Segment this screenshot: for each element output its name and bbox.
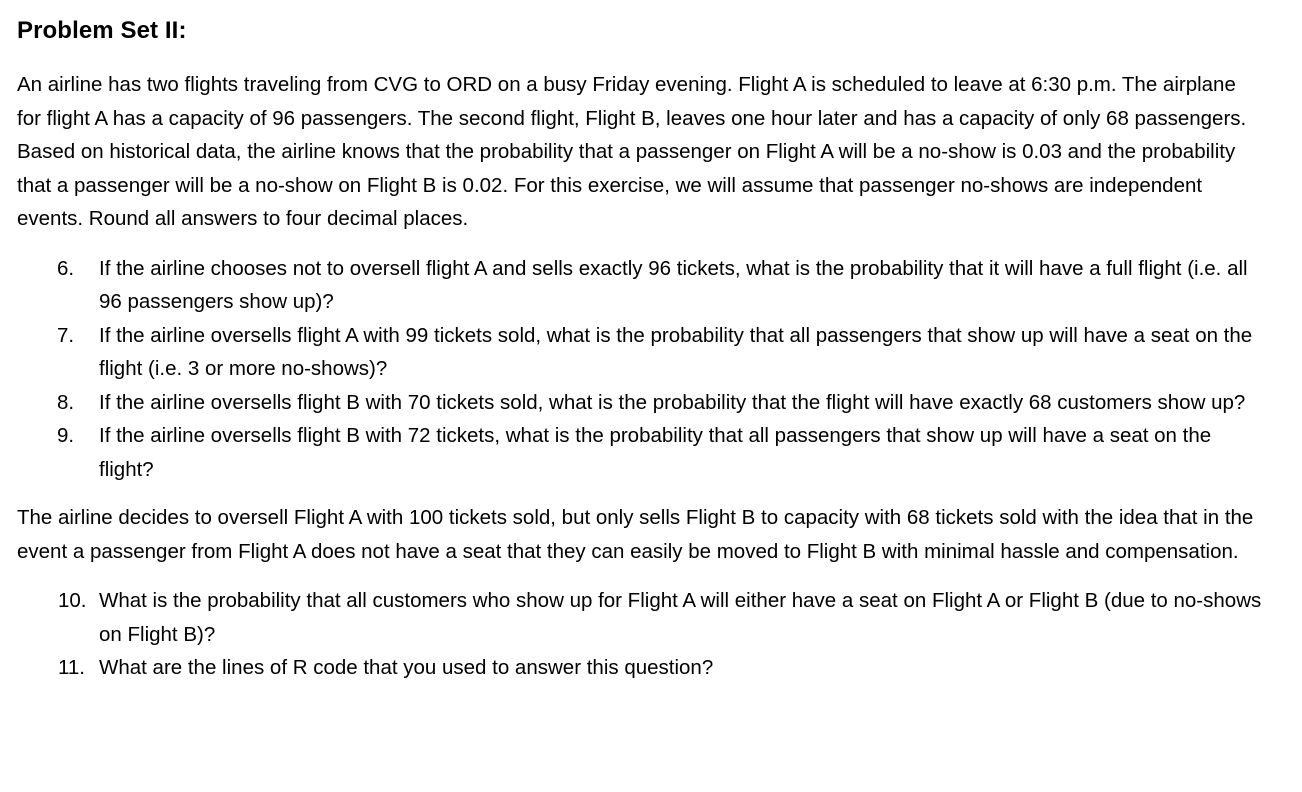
question-item — [17, 584, 1262, 651]
intro-paragraph: An airline has two flights traveling from CVG to ORD on a busy Friday evening. Flight A is scheduled to leave at 6:30 p.m. The airplane for flight A has a capacity of 96 passengers. The second flight, Flight B, leaves one hour later and has a capacity of only 68 passengers. Based on historical data, the airline knows that the probability that a passenger on Flight A will be a no-show is 0.03 and the probability that a passenger will be a no-show on Flight B is 0.02. For this exercise, we will assume that passenger no-shows are independent events. Round all answers to four decimal places. — [17, 73, 1247, 230]
question-number: 7. — [57, 323, 75, 347]
question-item — [17, 651, 1262, 685]
question-list-2 — [17, 584, 1262, 685]
question-item — [17, 252, 1262, 319]
document-title: Problem Set II: — [17, 17, 187, 44]
question-number: 11. — [58, 656, 85, 679]
question-text: If the airline oversells flight B with 72 tickets, what is the probability that all passengers that show up will have a seat on the flight? — [99, 424, 1212, 481]
question-text: If the airline oversells flight B with 70 tickets sold, what is the probability that the flight will have exactly 68 customers show up? — [99, 390, 1246, 414]
question-number: 8. — [57, 390, 75, 414]
question-list-1 — [17, 252, 1262, 487]
question-number: 6. — [57, 256, 75, 280]
question-text: If the airline oversells flight A with 99 tickets sold, what is the probability that all passengers that show up will have a seat on the flight (i.e. 3 or more no-shows)? — [99, 323, 1253, 380]
question-text: What is the probability that all customers who show up for Flight A will either have a seat on Flight A or Flight B (due to no-shows on Flight B)? — [99, 589, 1262, 646]
question-item — [17, 386, 1262, 420]
question-text: If the airline chooses not to oversell flight A and sells exactly 96 tickets, what is the probability that it will have a full flight (i.e. all 96 passengers show up)? — [99, 256, 1248, 313]
question-number: 10. — [58, 589, 87, 612]
question-text: What are the lines of R code that you used to answer this question? — [99, 656, 714, 679]
question-item — [17, 319, 1262, 386]
question-item — [17, 419, 1262, 486]
question-number: 9. — [57, 424, 75, 447]
middle-paragraph: The airline decides to oversell Flight A with 100 tickets sold, but only sells Flight B to capacity with 68 tickets sold with the idea that in the event a passenger from Flight A does not have a seat that they can easily be moved to Flight B with minimal hassle and compensation. — [17, 506, 1254, 563]
